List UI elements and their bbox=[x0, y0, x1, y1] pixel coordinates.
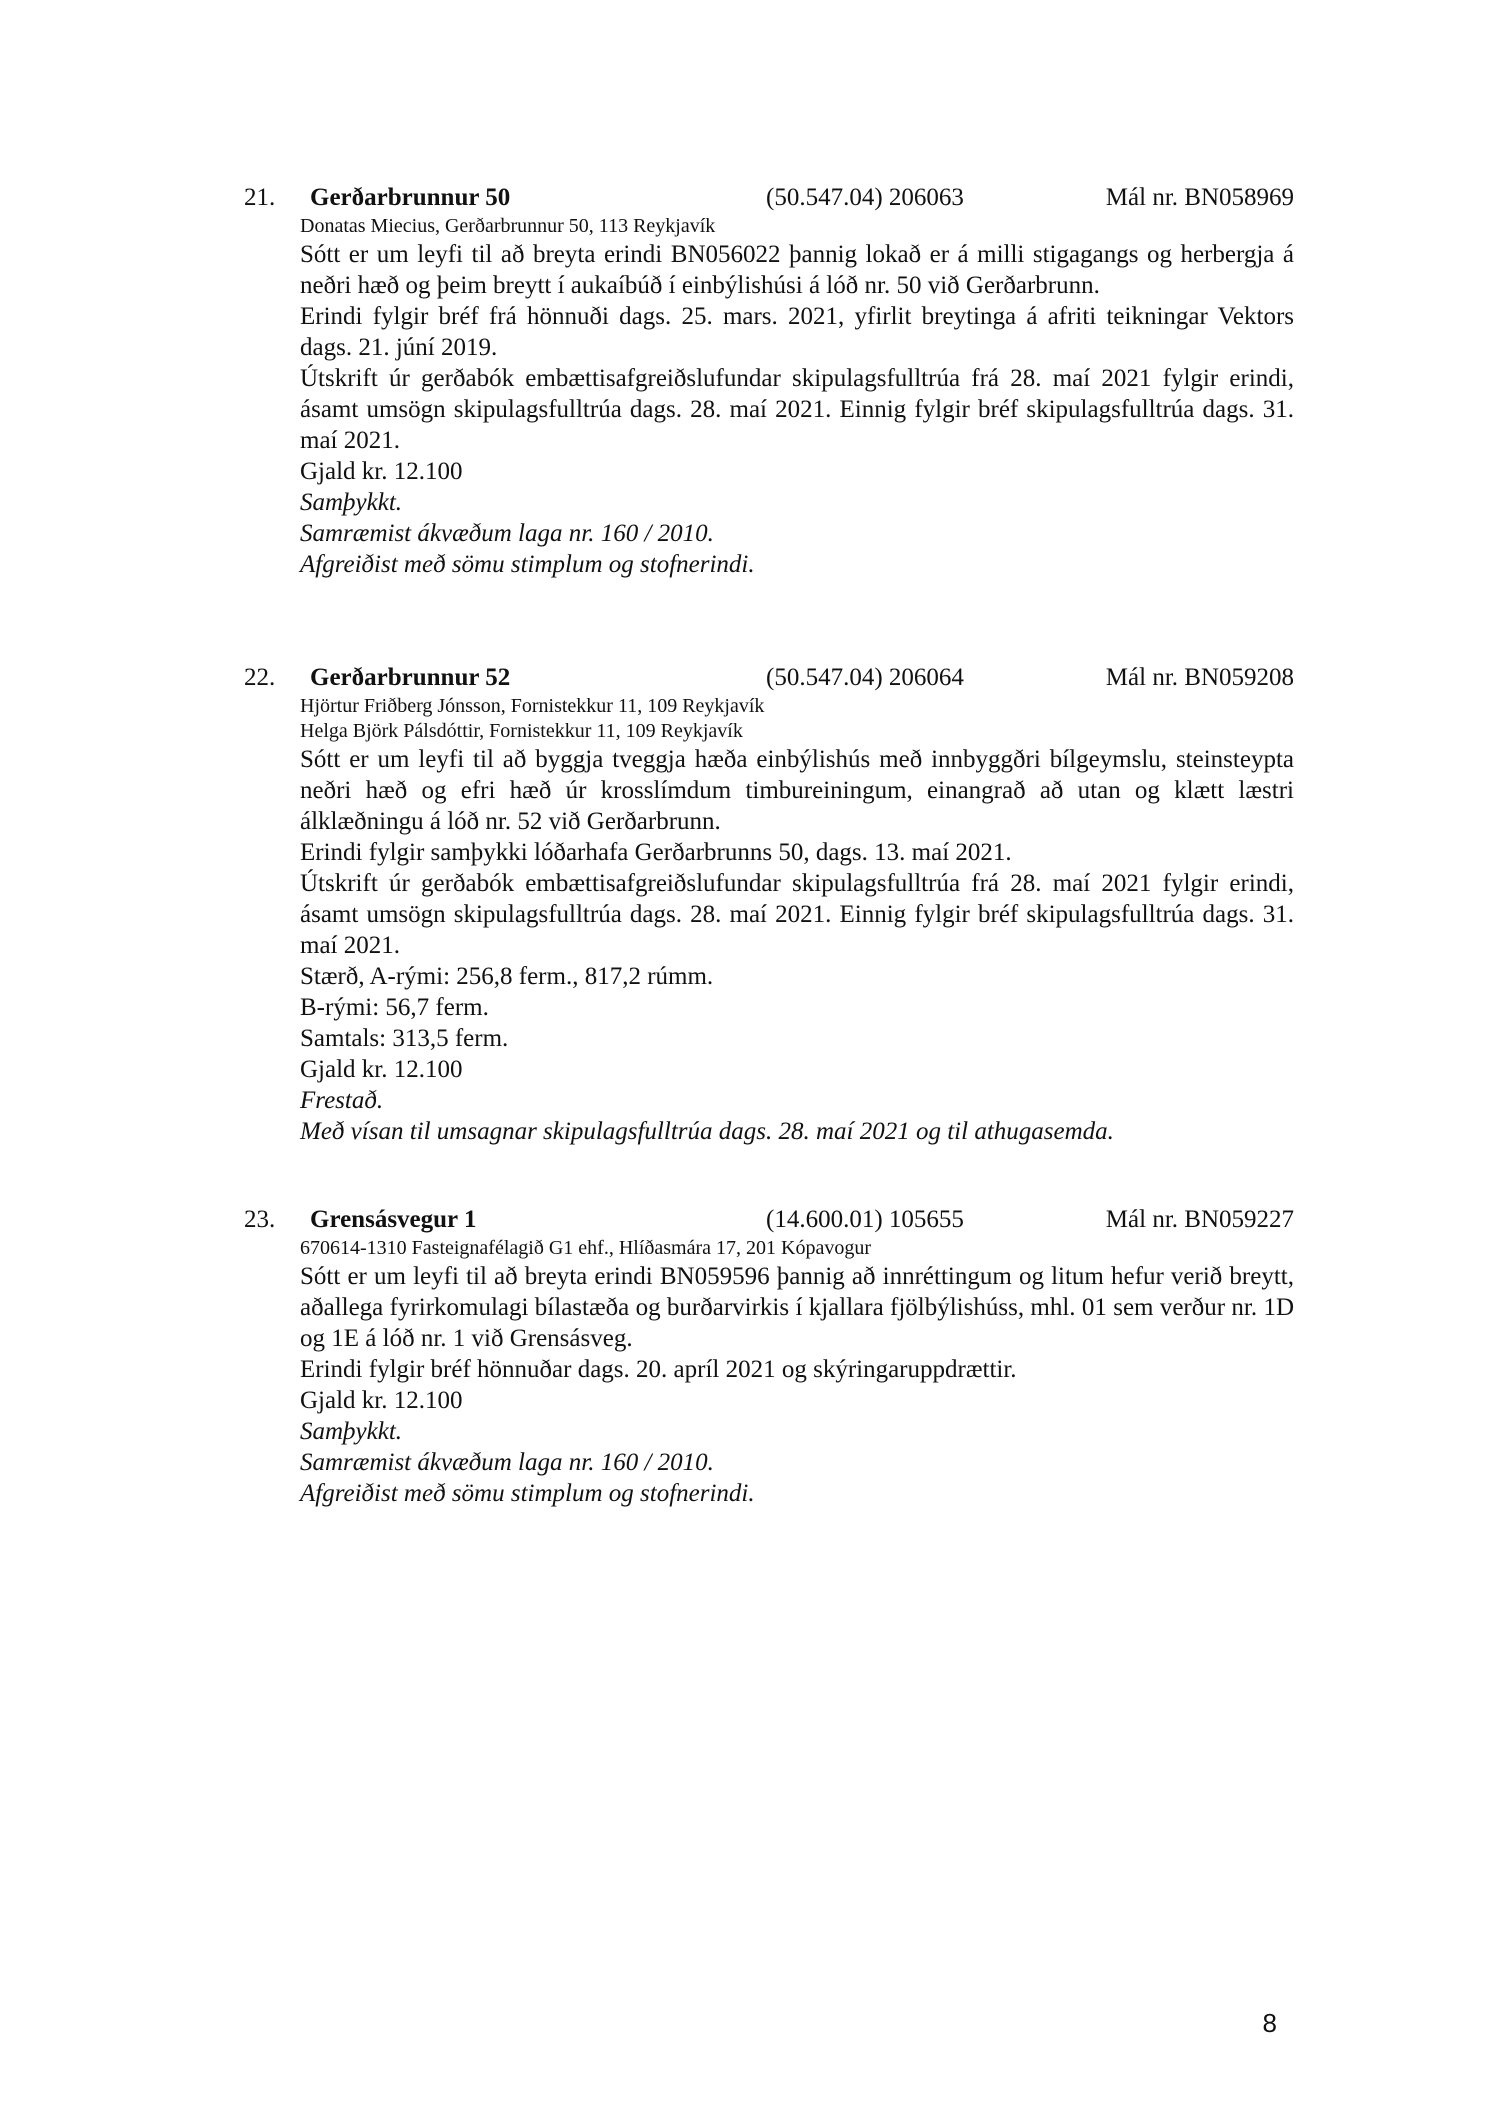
entry-number: 21. bbox=[244, 184, 276, 211]
applicant: 670614-1310 Fasteignafélagið G1 ehf., Hlíðasmára 17, 201 Kópavogur bbox=[300, 1237, 871, 1259]
fee-line: Gjald kr. 12.100 bbox=[300, 1056, 463, 1083]
fee-line: Gjald kr. 12.100 bbox=[300, 458, 463, 485]
decision-line: Frestað. bbox=[300, 1087, 384, 1114]
compliance-line: Samræmist ákvæðum laga nr. 160 / 2010. bbox=[300, 520, 714, 547]
processing-line: Afgreiðist með sömu stimplum og stofnerindi. bbox=[300, 1480, 755, 1507]
size-b-line: B-rými: 56,7 ferm. bbox=[300, 994, 489, 1021]
entry-23 bbox=[244, 1204, 1294, 1509]
entry-21 bbox=[244, 182, 1294, 580]
entry-address: Gerðarbrunnur 52 bbox=[310, 664, 511, 691]
entry-lot-number: (50.547.04) 206063 bbox=[766, 184, 964, 211]
entry-header bbox=[244, 1204, 1294, 1236]
decision-reason-line: Með vísan til umsagnar skipulagsfulltrúa dags. 28. maí 2021 og til athugasemda. bbox=[300, 1118, 1114, 1145]
fee-line: Gjald kr. 12.100 bbox=[300, 1387, 463, 1414]
entry-header bbox=[244, 182, 1294, 214]
minutes-paragraph: Útskrift úr gerðabók embættisafgreiðslufundar skipulagsfulltrúa frá 28. maí 2021 fylgir erindi, ásamt umsögn skipulagsfulltrúa dags. 28. maí 2021. Einnig fylgir bréf skipulagsfulltrúa dags. 31. maí 2021. bbox=[300, 365, 1294, 454]
entry-case-number: Mál nr. BN059208 bbox=[1105, 664, 1294, 691]
description-paragraph: Sótt er um leyfi til að byggja tveggja hæða einbýlishús með innbyggðri bílgeymslu, steinsteypta neðri hæð og efri hæð úr krosslímdum timbureiningum, einangrað að utan og klætt læstri álklæðningu á lóð nr. 52 við Gerðarbrunn. bbox=[300, 746, 1294, 835]
entry-body bbox=[300, 214, 1294, 580]
attachment-paragraph: Erindi fylgir samþykki lóðarhafa Gerðarbrunns 50, dags. 13. maí 2021. bbox=[300, 839, 1012, 866]
entry-body bbox=[300, 694, 1294, 1147]
entry-number: 22. bbox=[244, 664, 276, 691]
entry-address: Grensásvegur 1 bbox=[310, 1206, 477, 1233]
entry-body bbox=[300, 1236, 1294, 1509]
description-paragraph: Sótt er um leyfi til að breyta erindi BN056022 þannig lokað er á milli stigagangs og herbergja á neðri hæð og þeim breytt í aukaíbúð í einbýlishúsi á lóð nr. 50 við Gerðarbrunn. bbox=[300, 241, 1294, 299]
size-total-line: Samtals: 313,5 ferm. bbox=[300, 1025, 509, 1052]
applicant: Donatas Miecius, Gerðarbrunnur 50, 113 Reykjavík bbox=[300, 215, 716, 237]
decision-line: Samþykkt. bbox=[300, 489, 403, 516]
entry-header bbox=[244, 662, 1294, 694]
size-a-line: Stærð, A-rými: 256,8 ferm., 817,2 rúmm. bbox=[300, 963, 714, 990]
entry-lot-number: (50.547.04) 206064 bbox=[766, 664, 964, 691]
entry-22 bbox=[244, 662, 1294, 1147]
applicant: Helga Björk Pálsdóttir, Fornistekkur 11, 109 Reykjavík bbox=[300, 720, 743, 742]
entry-address: Gerðarbrunnur 50 bbox=[310, 184, 511, 211]
attachment-paragraph: Erindi fylgir bréf frá hönnuði dags. 25. mars. 2021, yfirlit breytinga á afriti teikningar Vektors dags. 21. júní 2019. bbox=[300, 303, 1294, 361]
attachment-paragraph: Erindi fylgir bréf hönnuðar dags. 20. apríl 2021 og skýringaruppdrættir. bbox=[300, 1356, 1017, 1383]
entry-number: 23. bbox=[244, 1206, 276, 1233]
applicant: Hjörtur Friðberg Jónsson, Fornistekkur 11, 109 Reykjavík bbox=[300, 695, 765, 717]
entry-lot-number: (14.600.01) 105655 bbox=[766, 1206, 964, 1233]
description-paragraph: Sótt er um leyfi til að breyta erindi BN059596 þannig að innréttingum og litum hefur verið breytt, aðallega fyrirkomulagi bílastæða og burðarvirkis í kjallara fjölbýlishúss, mhl. 01 sem verður nr. 1D og 1E á lóð nr. 1 við Grensásveg. bbox=[300, 1263, 1294, 1352]
entry-case-number: Mál nr. BN058969 bbox=[1105, 184, 1294, 211]
page-number: 8 bbox=[1262, 2008, 1277, 2038]
entry-case-number: Mál nr. BN059227 bbox=[1105, 1206, 1294, 1233]
compliance-line: Samræmist ákvæðum laga nr. 160 / 2010. bbox=[300, 1449, 714, 1476]
decision-line: Samþykkt. bbox=[300, 1418, 403, 1445]
minutes-paragraph: Útskrift úr gerðabók embættisafgreiðslufundar skipulagsfulltrúa frá 28. maí 2021 fylgir erindi, ásamt umsögn skipulagsfulltrúa dags. 28. maí 2021. Einnig fylgir bréf skipulagsfulltrúa dags. 31. maí 2021. bbox=[300, 870, 1294, 959]
processing-line: Afgreiðist með sömu stimplum og stofnerindi. bbox=[300, 551, 755, 578]
